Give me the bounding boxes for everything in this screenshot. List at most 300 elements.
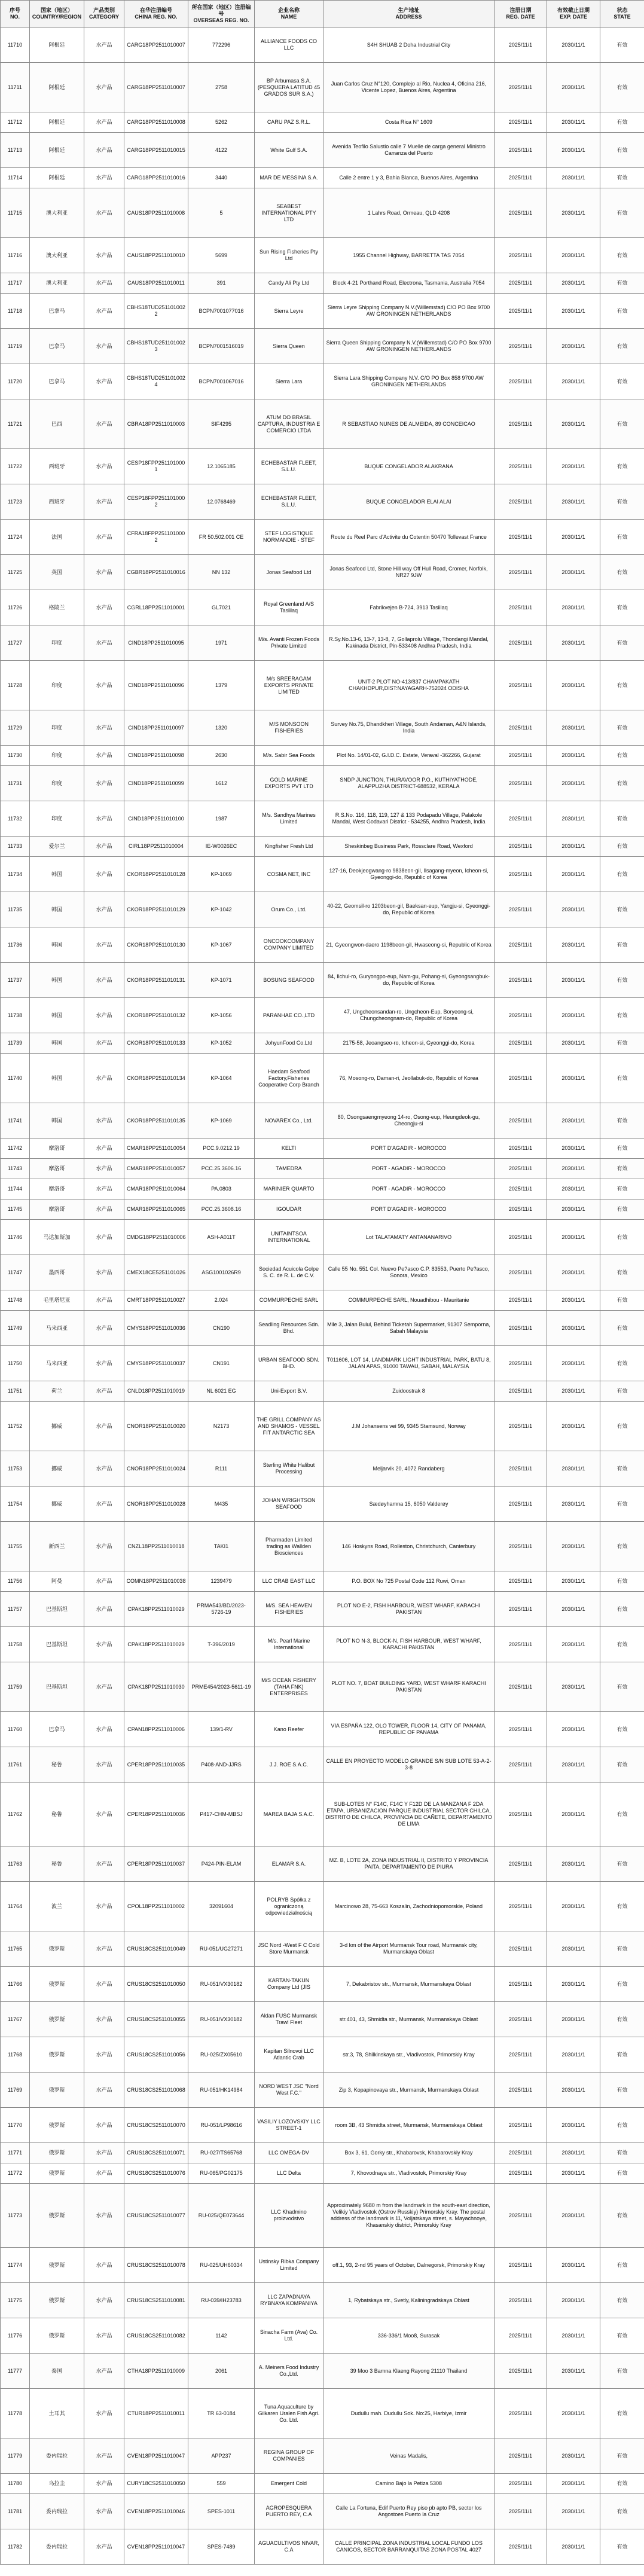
- cell-exp-date: 2030/11/1: [547, 2283, 600, 2318]
- cell-address: 1955 Channel Highway, BARRETTA TAS 7054: [323, 238, 495, 273]
- table-row: [1, 927, 644, 963]
- cell-china-reg: CKOR18PP2511010131: [124, 963, 188, 998]
- cell-state: 有效: [600, 1571, 644, 1592]
- cell-reg-date: 2025/11/1: [495, 1290, 547, 1311]
- cell-reg-date: 2025/11/1: [495, 766, 547, 801]
- cell-address: 76, Mosong-ro, Daman-ri, Jeollabuk-do, Republic of Korea: [323, 1054, 495, 1103]
- col-country-header: [30, 1, 84, 28]
- cell-name: JSC Nord -West F C Cold Store Murmansk: [255, 1931, 323, 1967]
- cell-reg-date: 2025/11/1: [495, 1402, 547, 1451]
- table-row: [1, 1627, 644, 1662]
- cell-china-reg: CPOL18PP2511010002: [124, 1882, 188, 1931]
- cell-overseas-reg: 1142: [188, 2318, 255, 2354]
- header-label-zh: 序号: [9, 7, 20, 13]
- cell-category: 水产品: [84, 294, 124, 329]
- cell-name: ALLIANCE FOODS CO LLC: [255, 28, 323, 63]
- table-row: [1, 168, 644, 188]
- cell-reg-date: 2025/11/1: [495, 168, 547, 188]
- cell-address: 21, Gyeongwon-daero 1198beon-gil, Hwaseong-si, Republic of Korea: [323, 927, 495, 963]
- cell-name: ELAMAR S.A.: [255, 1846, 323, 1882]
- cell-country: 印度: [30, 661, 84, 710]
- cell-name: TAMEDRA: [255, 1159, 323, 1179]
- cell-china-reg: CGBR18PP2511010016: [124, 555, 188, 590]
- cell-address: 80, Osongsaengmyeong 14-ro, Osong-eup, Heungdeok-gu, Cheongju-si: [323, 1103, 495, 1139]
- cell-state: 有效: [600, 1627, 644, 1662]
- cell-category: 水产品: [84, 1662, 124, 1712]
- cell-address: Block 4-21 Porthand Road, Electrona, Tasmania, Australia 7054: [323, 273, 495, 294]
- cell-address: PORT D'AGADIR - MOROCCO: [323, 1139, 495, 1159]
- cell-state: 有效: [600, 1200, 644, 1220]
- cell-reg-date: 2025/11/1: [495, 1882, 547, 1931]
- cell-reg-date: 2025/11/1: [495, 2143, 547, 2163]
- cell-reg-date: 2025/11/1: [495, 801, 547, 837]
- cell-category: 水产品: [84, 1139, 124, 1159]
- cell-no: 11757: [1, 1592, 30, 1627]
- cell-no: 11729: [1, 710, 30, 746]
- cell-country: 秘鲁: [30, 1783, 84, 1846]
- cell-address: Zuidoostrak 8: [323, 1381, 495, 1402]
- cell-country: 挪威: [30, 1402, 84, 1451]
- cell-name: Sierra Leyre: [255, 294, 323, 329]
- cell-address: Avenida Teofilo Salustio calle 7 Muelle de carga general Ministro Carranza del Puerto: [323, 133, 495, 168]
- col-category-header: [84, 1, 124, 28]
- cell-address: P.O. BOX No 725 Postal Code 112 Ruwi, Oman: [323, 1571, 495, 1592]
- cell-state: 有效: [600, 857, 644, 892]
- cell-reg-date: 2025/11/1: [495, 364, 547, 399]
- cell-no: 11720: [1, 364, 30, 399]
- cell-state: 有效: [600, 1402, 644, 1451]
- cell-no: 11738: [1, 998, 30, 1033]
- cell-exp-date: 2030/11/1: [547, 520, 600, 555]
- cell-address: COMMURPECHE SARL, Nouadhibou - Mauritanie: [323, 1290, 495, 1311]
- cell-country: 阿曼: [30, 1571, 84, 1592]
- cell-category: 水产品: [84, 590, 124, 625]
- cell-no: 11736: [1, 927, 30, 963]
- cell-state: 有效: [600, 1931, 644, 1967]
- cell-china-reg: CTUR18PP2511010011: [124, 2389, 188, 2438]
- cell-overseas-reg: KP-1069: [188, 857, 255, 892]
- cell-overseas-reg: SPES-1011: [188, 2494, 255, 2529]
- cell-state: 有效: [600, 2494, 644, 2529]
- cell-country: 韩国: [30, 1054, 84, 1103]
- cell-country: 韩国: [30, 963, 84, 998]
- cell-name: MARINIER QUARTO: [255, 1179, 323, 1200]
- cell-state: 有效: [600, 2389, 644, 2438]
- cell-country: 韩国: [30, 1033, 84, 1054]
- cell-name: COMMURPECHE SARL: [255, 1290, 323, 1311]
- cell-exp-date: 2030/11/1: [547, 273, 600, 294]
- cell-reg-date: 2025/11/1: [495, 2163, 547, 2184]
- cell-category: 水产品: [84, 1200, 124, 1220]
- cell-reg-date: 2025/11/1: [495, 1159, 547, 1179]
- cell-country: 阿根廷: [30, 28, 84, 63]
- cell-reg-date: 2025/11/1: [495, 1712, 547, 1747]
- cell-category: 水产品: [84, 1747, 124, 1783]
- cell-category: 水产品: [84, 1054, 124, 1103]
- cell-state: 有效: [600, 661, 644, 710]
- cell-state: 有效: [600, 746, 644, 766]
- cell-exp-date: 2030/11/1: [547, 1451, 600, 1487]
- cell-exp-date: 2030/11/1: [547, 1255, 600, 1290]
- cell-overseas-reg: TAKI1: [188, 1522, 255, 1571]
- cell-no: 11753: [1, 1451, 30, 1487]
- cell-name: M/S OCEAN FISHERY (TAHA FNK) ENTERPRISES: [255, 1662, 323, 1712]
- cell-name: JohyunFood Co.Ltd: [255, 1033, 323, 1054]
- table-row: [1, 238, 644, 273]
- col-reg-date-header: [495, 1, 547, 28]
- cell-overseas-reg: T-396/2019: [188, 1627, 255, 1662]
- header-row: [1, 1, 644, 28]
- cell-reg-date: 2025/11/1: [495, 63, 547, 112]
- cell-category: 水产品: [84, 2002, 124, 2037]
- cell-reg-date: 2025/11/1: [495, 746, 547, 766]
- cell-overseas-reg: P417-CHM-MBSJ: [188, 1783, 255, 1846]
- cell-state: 有效: [600, 484, 644, 520]
- cell-no: 11735: [1, 892, 30, 927]
- table-body: [1, 28, 644, 2565]
- cell-reg-date: 2025/11/1: [495, 1451, 547, 1487]
- cell-state: 有效: [600, 963, 644, 998]
- cell-address: 146 Hoskyns Road, Rolleston, Christchurch, Canterbury: [323, 1522, 495, 1571]
- cell-no: 11754: [1, 1487, 30, 1522]
- cell-category: 水产品: [84, 661, 124, 710]
- cell-country: 巴拿马: [30, 1712, 84, 1747]
- cell-name: BP Arbumasa S.A.(PESQUERA LATITUD 45 GRADOS SUR S.A.): [255, 63, 323, 112]
- cell-name: Orum Co., Ltd.: [255, 892, 323, 927]
- header-label-en: OVERSEAS REG. NO.: [193, 17, 249, 23]
- cell-overseas-reg: RU-065/PG02175: [188, 2163, 255, 2184]
- cell-china-reg: CRUS18CS2511010077: [124, 2184, 188, 2248]
- cell-china-reg: CBHS18TUD2511010024: [124, 364, 188, 399]
- cell-no: 11734: [1, 857, 30, 892]
- cell-reg-date: 2025/11/1: [495, 1747, 547, 1783]
- cell-country: 韩国: [30, 1103, 84, 1139]
- cell-no: 11772: [1, 2163, 30, 2184]
- cell-country: 俄罗斯: [30, 2002, 84, 2037]
- table-row: [1, 1200, 644, 1220]
- cell-state: 有效: [600, 1103, 644, 1139]
- cell-exp-date: 2030/11/1: [547, 2163, 600, 2184]
- cell-category: 水产品: [84, 1381, 124, 1402]
- cell-china-reg: CMEX18CE5251101026: [124, 1255, 188, 1290]
- cell-china-reg: CRUS18CS2511010050: [124, 1967, 188, 2002]
- cell-country: 荷兰: [30, 1381, 84, 1402]
- table-row: [1, 746, 644, 766]
- table-row: [1, 1662, 644, 1712]
- cell-address: Veinas Madalis,: [323, 2438, 495, 2474]
- cell-china-reg: CIRL18PP2511010004: [124, 837, 188, 857]
- cell-state: 有效: [600, 2283, 644, 2318]
- cell-no: 11712: [1, 112, 30, 133]
- cell-reg-date: 2025/11/1: [495, 1627, 547, 1662]
- cell-name: ATUM DO BRASIL CAPTURA, INDUSTRIA E COMERCIO LTDA: [255, 399, 323, 449]
- cell-china-reg: CRUS18CS2511010070: [124, 2108, 188, 2143]
- cell-category: 水产品: [84, 2184, 124, 2248]
- cell-overseas-reg: APP237: [188, 2438, 255, 2474]
- table-row: [1, 1592, 644, 1627]
- table-row: [1, 1451, 644, 1487]
- cell-state: 有效: [600, 2318, 644, 2354]
- cell-reg-date: 2025/11/1: [495, 1103, 547, 1139]
- cell-address: Calle La Fortuna, Edif Puerto Rey piso pb apto PB, sector los Angostoes Puerto la Cruz: [323, 2494, 495, 2529]
- cell-no: 11719: [1, 329, 30, 364]
- cell-no: 11771: [1, 2143, 30, 2163]
- cell-state: 有效: [600, 112, 644, 133]
- cell-exp-date: 2030/11/1: [547, 1592, 600, 1627]
- header-label-en: REG. DATE: [506, 14, 535, 20]
- cell-china-reg: CIND18PP2511010100: [124, 801, 188, 837]
- cell-china-reg: CKOR18PP2511010134: [124, 1054, 188, 1103]
- cell-no: 11727: [1, 625, 30, 661]
- cell-country: 毛里塔尼亚: [30, 1290, 84, 1311]
- header-label-zh: 企业名称: [277, 7, 300, 13]
- cell-overseas-reg: 391: [188, 273, 255, 294]
- cell-name: M/s SREERAGAM EXPORTS PRIVATE LIMITED: [255, 661, 323, 710]
- cell-no: 11745: [1, 1200, 30, 1220]
- cell-reg-date: 2025/11/1: [495, 1571, 547, 1592]
- cell-state: 有效: [600, 1290, 644, 1311]
- cell-exp-date: 2030/11/1: [547, 168, 600, 188]
- table-row: [1, 28, 644, 63]
- cell-state: 有效: [600, 2037, 644, 2073]
- cell-name: REGINA GROUP OF COMPANIES: [255, 2438, 323, 2474]
- cell-country: 巴基斯坦: [30, 1627, 84, 1662]
- cell-category: 水产品: [84, 364, 124, 399]
- cell-country: 阿根廷: [30, 112, 84, 133]
- table-row: [1, 1747, 644, 1783]
- cell-no: 11775: [1, 2283, 30, 2318]
- cell-china-reg: CNOR18PP2511010020: [124, 1402, 188, 1451]
- cell-country: 委内瑞拉: [30, 2494, 84, 2529]
- cell-no: 11755: [1, 1522, 30, 1571]
- cell-name: LLC CRAB EAST LLC: [255, 1571, 323, 1592]
- table-row: [1, 1783, 644, 1846]
- cell-no: 11760: [1, 1712, 30, 1747]
- cell-china-reg: CIND18PP2511010096: [124, 661, 188, 710]
- table-row: [1, 1571, 644, 1592]
- cell-state: 有效: [600, 1054, 644, 1103]
- cell-exp-date: 2030/11/1: [547, 188, 600, 238]
- header-label-zh: 注册日期: [509, 7, 532, 13]
- cell-exp-date: 2030/11/1: [547, 710, 600, 746]
- cell-category: 水产品: [84, 2438, 124, 2474]
- cell-overseas-reg: BCPN7001077016: [188, 294, 255, 329]
- cell-name: Sociedad Acuicola Golpe S. C. de R. L. de C.V.: [255, 1255, 323, 1290]
- cell-address: 336-336/1 Moo8, Surasak: [323, 2318, 495, 2354]
- table-row: [1, 2143, 644, 2163]
- cell-state: 有效: [600, 2248, 644, 2283]
- cell-china-reg: CRUS18CS2511010082: [124, 2318, 188, 2354]
- cell-china-reg: CMDG18PP2511010006: [124, 1220, 188, 1255]
- cell-category: 水产品: [84, 963, 124, 998]
- cell-category: 水产品: [84, 2143, 124, 2163]
- cell-no: 11777: [1, 2354, 30, 2389]
- table-row: [1, 188, 644, 238]
- cell-no: 11713: [1, 133, 30, 168]
- cell-no: 11759: [1, 1662, 30, 1712]
- cell-name: Haedam Seafood Factory,Fisheries Cooperative Corp Branch: [255, 1054, 323, 1103]
- cell-address: Calle 55 No. 551 Col. Nuevo Pe?asco C.P. 83553, Puerto Pe?asco, Sonora, Mexico: [323, 1255, 495, 1290]
- cell-reg-date: 2025/11/1: [495, 555, 547, 590]
- cell-name: Candy Ali Pty Ltd: [255, 273, 323, 294]
- cell-china-reg: CPAK18PP2511010029: [124, 1592, 188, 1627]
- col-state-header: [600, 1, 644, 28]
- cell-country: 巴拿马: [30, 294, 84, 329]
- table-row: [1, 590, 644, 625]
- cell-country: 韩国: [30, 998, 84, 1033]
- cell-state: 有效: [600, 1220, 644, 1255]
- cell-category: 水产品: [84, 28, 124, 63]
- table-row: [1, 2494, 644, 2529]
- cell-exp-date: 2030/11/1: [547, 1931, 600, 1967]
- cell-category: 水产品: [84, 2389, 124, 2438]
- cell-exp-date: 2030/11/1: [547, 1967, 600, 2002]
- cell-address: PORT - AGADIR - MOROCCO: [323, 1179, 495, 1200]
- cell-exp-date: 2030/11/1: [547, 484, 600, 520]
- cell-overseas-reg: N2173: [188, 1402, 255, 1451]
- cell-country: 委内瑞拉: [30, 2529, 84, 2565]
- cell-no: 11764: [1, 1882, 30, 1931]
- cell-overseas-reg: 1612: [188, 766, 255, 801]
- cell-name: LLC Delta: [255, 2163, 323, 2184]
- cell-overseas-reg: BCPN7001516019: [188, 329, 255, 364]
- cell-reg-date: 2025/11/1: [495, 2248, 547, 2283]
- cell-exp-date: 2030/11/1: [547, 294, 600, 329]
- cell-exp-date: 2030/11/1: [547, 238, 600, 273]
- cell-category: 水产品: [84, 449, 124, 484]
- cell-no: 11782: [1, 2529, 30, 2565]
- cell-exp-date: 2030/11/1: [547, 892, 600, 927]
- cell-address: BUQUE CONGELADOR ALAKRANA: [323, 449, 495, 484]
- cell-no: 11744: [1, 1179, 30, 1200]
- cell-address: BUQUE CONGELADOR ELAI ALAI: [323, 484, 495, 520]
- cell-name: PARANHAE CO.,LTD: [255, 998, 323, 1033]
- cell-state: 有效: [600, 1033, 644, 1054]
- col-exp-date-header: [547, 1, 600, 28]
- cell-overseas-reg: 12.1065185: [188, 449, 255, 484]
- cell-name: Sterling White Halibut Processing: [255, 1451, 323, 1487]
- cell-state: 有效: [600, 133, 644, 168]
- cell-name: Jonas Seafood Ltd: [255, 555, 323, 590]
- cell-exp-date: 2030/11/1: [547, 2438, 600, 2474]
- cell-name: M/s. Sandhya Marines Limited: [255, 801, 323, 837]
- cell-state: 有效: [600, 520, 644, 555]
- cell-reg-date: 2025/11/1: [495, 449, 547, 484]
- cell-no: 11766: [1, 1967, 30, 2002]
- cell-country: 秘鲁: [30, 1747, 84, 1783]
- cell-reg-date: 2025/11/1: [495, 2529, 547, 2565]
- table-row: [1, 1967, 644, 2002]
- cell-country: 印度: [30, 766, 84, 801]
- cell-china-reg: CVEN18PP2511010047: [124, 2438, 188, 2474]
- cell-china-reg: CKOR18PP2511010128: [124, 857, 188, 892]
- cell-category: 水产品: [84, 2529, 124, 2565]
- cell-country: 印度: [30, 746, 84, 766]
- cell-address: Mile 3, Jalan Bulul, Behind Ticketah Supermarket, 91307 Semporna, Sabah Malaysia: [323, 1311, 495, 1346]
- cell-china-reg: CAUS18PP2511010008: [124, 188, 188, 238]
- cell-overseas-reg: 32091604: [188, 1882, 255, 1931]
- cell-exp-date: 2030/11/1: [547, 837, 600, 857]
- cell-address: Dudullu mah. Dudullu Sok. No:25, Harbiye, Izmir: [323, 2389, 495, 2438]
- cell-reg-date: 2025/11/1: [495, 1200, 547, 1220]
- cell-exp-date: 2030/11/1: [547, 1487, 600, 1522]
- cell-address: Sierra Leyre Shipping Company N.V.(Willemstad) C/O PO Box 9700 AW GRONINGEN NETHERLANDS: [323, 294, 495, 329]
- cell-address: Jonas Seafood Ltd, Stone Hill way Off Hull Road, Cromer, Norfolk, NR27 9JW: [323, 555, 495, 590]
- cell-country: 韩国: [30, 927, 84, 963]
- table-row: [1, 133, 644, 168]
- cell-overseas-reg: 1971: [188, 625, 255, 661]
- cell-overseas-reg: SIF4295: [188, 399, 255, 449]
- cell-state: 有效: [600, 590, 644, 625]
- cell-country: 乌拉圭: [30, 2474, 84, 2494]
- col-no-header: [1, 1, 30, 28]
- cell-china-reg: CARG18PP2511010015: [124, 133, 188, 168]
- cell-state: 有效: [600, 625, 644, 661]
- cell-china-reg: CFRA18FPP2511010002: [124, 520, 188, 555]
- table-row: [1, 2184, 644, 2248]
- cell-address: 40-22, Geomsil-ro 1203beon-gil, Baeksan-eup, Yangju-si, Gyeonggi-do, Republic of Korea: [323, 892, 495, 927]
- cell-exp-date: 2030/11/1: [547, 2073, 600, 2108]
- cell-china-reg: CRUS18CS2511010071: [124, 2143, 188, 2163]
- cell-country: 俄罗斯: [30, 2184, 84, 2248]
- cell-reg-date: 2025/11/1: [495, 2037, 547, 2073]
- cell-country: 俄罗斯: [30, 2318, 84, 2354]
- table-row: [1, 2438, 644, 2474]
- cell-name: Sinacha Farm (Ava) Co. Ltd.: [255, 2318, 323, 2354]
- cell-overseas-reg: IE-W0026EC: [188, 837, 255, 857]
- cell-country: 印度: [30, 801, 84, 837]
- cell-category: 水产品: [84, 63, 124, 112]
- cell-name: Seadling Resources Sdn. Bhd.: [255, 1311, 323, 1346]
- header-label-en: CATEGORY: [88, 14, 119, 20]
- cell-exp-date: 2030/11/1: [547, 555, 600, 590]
- cell-no: 11726: [1, 590, 30, 625]
- table-row: [1, 2108, 644, 2143]
- cell-address: 84, Ilchul-ro, Guryongpo-eup, Nam-gu, Pohang-si, Gyeongsangbuk-do, Republic of Korea: [323, 963, 495, 998]
- cell-exp-date: 2030/11/1: [547, 1783, 600, 1846]
- cell-exp-date: 2030/11/1: [547, 1402, 600, 1451]
- cell-address: PORT D'AGADIR - MOROCCO: [323, 1200, 495, 1220]
- cell-name: MAREA BAJA S.A.C.: [255, 1783, 323, 1846]
- cell-category: 水产品: [84, 1846, 124, 1882]
- cell-china-reg: CMYS18PP2511010037: [124, 1346, 188, 1381]
- cell-country: 韩国: [30, 892, 84, 927]
- table-row: [1, 963, 644, 998]
- cell-country: 摩洛哥: [30, 1139, 84, 1159]
- cell-china-reg: CMAR18PP2511010065: [124, 1200, 188, 1220]
- cell-no: 11765: [1, 1931, 30, 1967]
- cell-name: M/s. Pearl Marine International: [255, 1627, 323, 1662]
- cell-state: 有效: [600, 2354, 644, 2389]
- cell-reg-date: 2025/11/1: [495, 2108, 547, 2143]
- cell-no: 11743: [1, 1159, 30, 1179]
- cell-china-reg: CKOR18PP2511010130: [124, 927, 188, 963]
- header-label-zh: 在华注册编号: [139, 7, 172, 13]
- cell-state: 有效: [600, 1311, 644, 1346]
- cell-china-reg: CBHS18TUD2511010023: [124, 329, 188, 364]
- cell-exp-date: 2030/11/1: [547, 1522, 600, 1571]
- cell-exp-date: 2030/11/1: [547, 2389, 600, 2438]
- table-row: [1, 1381, 644, 1402]
- cell-category: 水产品: [84, 998, 124, 1033]
- cell-exp-date: 2030/11/1: [547, 2037, 600, 2073]
- cell-name: Kapitan Silnovoi LLC Atlantic Crab: [255, 2037, 323, 2073]
- cell-address: VIA ESPAÑA 122, OLO TOWER, FLOOR 14, CITY OF PANAMA, REPUBLIC OF PANAMA: [323, 1712, 495, 1747]
- cell-overseas-reg: BCPN7001067016: [188, 364, 255, 399]
- cell-country: 马来西亚: [30, 1311, 84, 1346]
- cell-exp-date: 2030/11/1: [547, 1103, 600, 1139]
- cell-overseas-reg: 1379: [188, 661, 255, 710]
